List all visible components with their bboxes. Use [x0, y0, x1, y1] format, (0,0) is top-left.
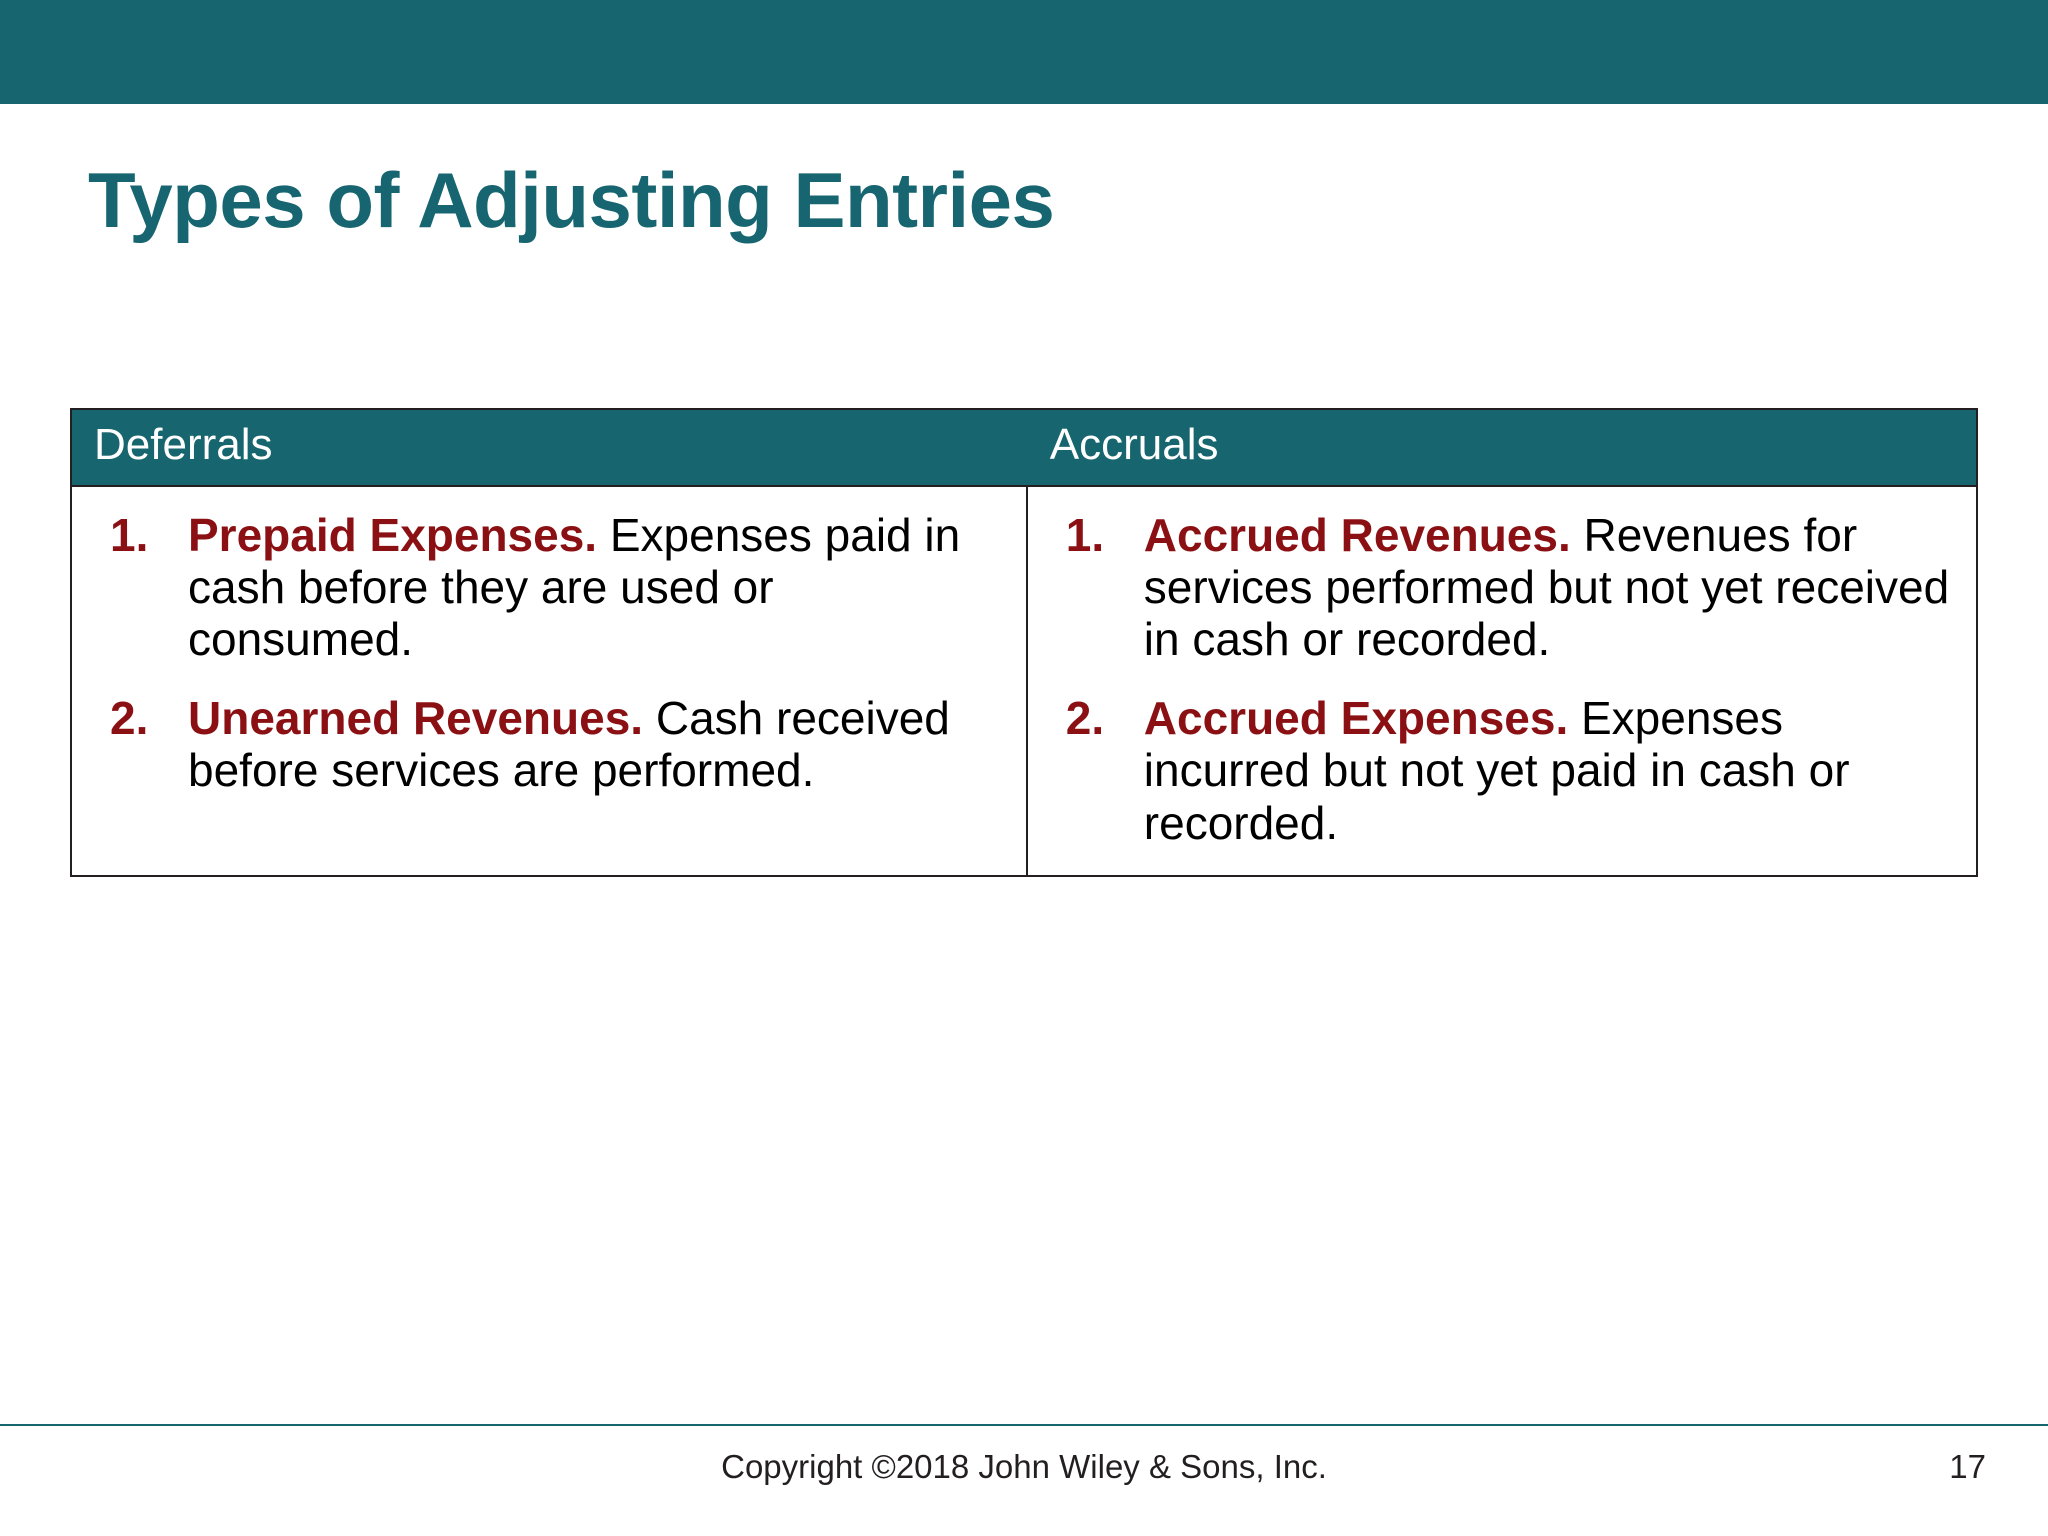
table-header-deferrals: Deferrals: [72, 410, 1028, 485]
table-header-row: [72, 410, 1976, 485]
list-item-number: 1.: [1065, 508, 1105, 561]
list-item-description: Cash received before services are performed.: [188, 691, 950, 797]
list-item: [96, 692, 1006, 797]
list-item: [1052, 509, 1956, 666]
table-header-accruals: Accruals: [1049, 420, 1219, 469]
top-banner: [0, 0, 2048, 104]
page-title: Types of Adjusting Entries: [88, 156, 1055, 244]
table-body-row: [72, 485, 1976, 876]
list-item-number: 2.: [1065, 691, 1105, 744]
list-item-description: Expenses paid in cash before they are used or consumed.: [188, 508, 961, 666]
list-item-number: 1.: [110, 508, 149, 561]
list-item-description: Expenses incurred but not yet paid in cash or recorded.: [1143, 691, 1850, 849]
accruals-list: [1052, 509, 1956, 850]
list-item: [96, 509, 1006, 666]
list-item-term: Unearned Revenues.: [188, 691, 644, 744]
list-item-description: Revenues for services performed but not yet received in cash or recorded.: [1143, 508, 1950, 666]
adjusting-entries-table: [70, 408, 1978, 877]
list-item-term: Accrued Expenses.: [1143, 691, 1569, 744]
table-cell-accruals: [1028, 487, 1976, 876]
list-item-term: Accrued Revenues.: [1143, 508, 1571, 561]
footer-page-number: 17: [1949, 1448, 1986, 1485]
list-item-term: Prepaid Expenses.: [188, 508, 598, 561]
list-item: [1052, 692, 1956, 849]
footer-copyright: Copyright ©2018 John Wiley & Sons, Inc.: [721, 1448, 1327, 1485]
deferrals-list: [96, 509, 1006, 797]
footer-divider: [0, 1424, 2048, 1426]
table-cell-deferrals: [72, 487, 1028, 876]
list-item-number: 2.: [110, 691, 149, 744]
